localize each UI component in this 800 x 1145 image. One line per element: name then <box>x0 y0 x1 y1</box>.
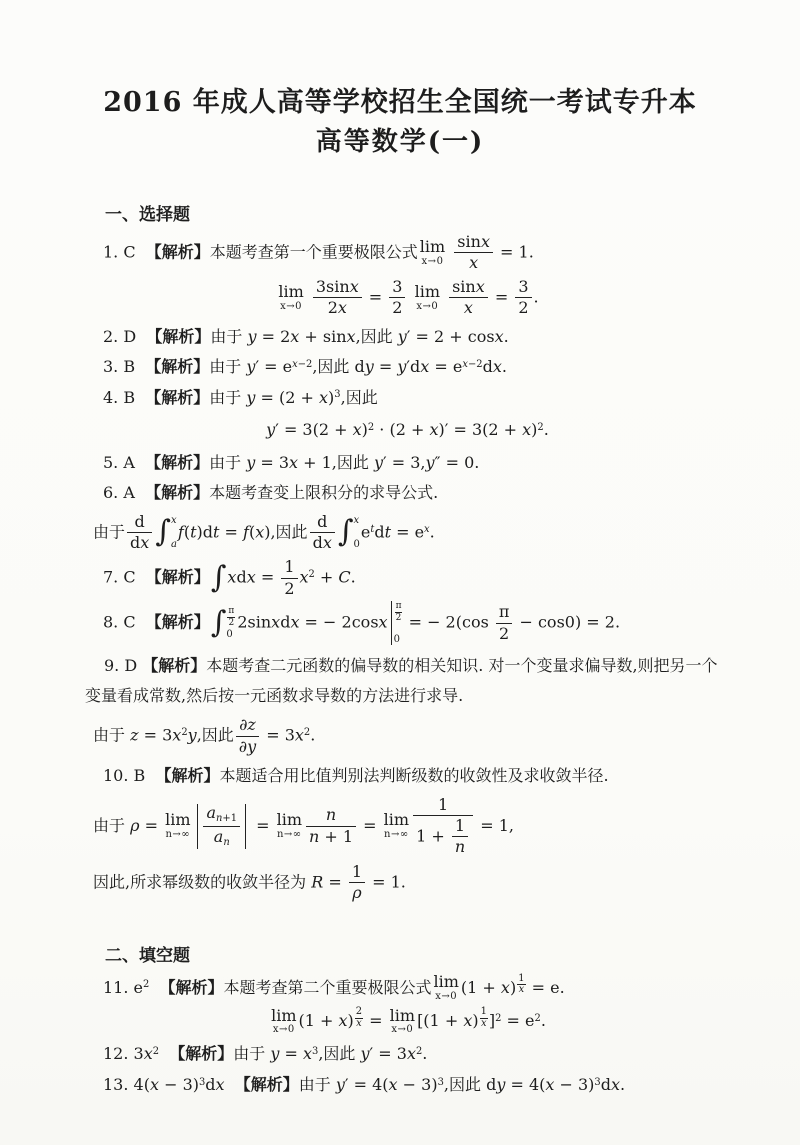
solution-line: 8. C 【解析】 ∫ $\frac{\pi}{2}$ 0 2sinxdx = − 2cosx $\frac{\pi}{2}$ 0 = − 2(cos $\frac{\pi}{2}$ − cos0) = 2. <box>103 601 621 646</box>
analysis-label: 【解析】 <box>159 977 224 997</box>
document-title-line2: 高等数学(一) <box>315 127 485 157</box>
integral-icon: ∫ <box>210 604 227 640</box>
analysis-label: 【解析】 <box>145 387 210 407</box>
limit-operator: lim n→∞ <box>276 810 303 841</box>
limit-operator: lim x→0 <box>433 972 459 1003</box>
analysis-label: 【解析】 <box>145 357 210 377</box>
fraction: $\frac{3}{2}$ <box>515 278 531 318</box>
limit-operator: lim x→0 <box>419 237 446 267</box>
superscript: 3 <box>594 1076 601 1088</box>
solution-line: 1. C 【解析】本题考查第一个重要极限公式 lim x→0 $\frac{\sin x}{x}$ = 1. <box>103 232 534 273</box>
fraction: $\frac{n}{n + 1}$ <box>306 806 356 846</box>
derivation-line: 由于 z = 3x2y,因此 $\frac{\partial z}{\partial y}$ = 3x2. <box>93 715 316 756</box>
limit-operator: lim n→∞ <box>383 810 410 841</box>
limit-operator: lim x→0 <box>271 1005 297 1036</box>
analysis-label: 【解析】 <box>145 242 210 262</box>
superscript: 3 <box>437 1076 444 1088</box>
fraction: $\frac{d}{dx}$ <box>127 513 152 553</box>
section-heading: 二、填空题 <box>105 945 190 966</box>
fraction: $\frac{1}{n}$ <box>452 817 468 857</box>
integral-icon: ∫ <box>337 514 354 550</box>
derivation-line: 由于 $\frac{d}{dx}$ ∫ x a f(t)dt = f(x),因此 $\frac{d}{dx}$ ∫ x 0 etdt = ex. <box>93 511 435 553</box>
analysis-label: 【解析】 <box>145 567 210 587</box>
evaluation-bar: $\frac{\pi}{2}$ 0 <box>391 601 404 645</box>
solution-line: 3. B 【解析】由于 y′ = ex−2,因此 dy = y′dx = ex−2dx. <box>103 357 507 377</box>
superscript: x−2 <box>292 358 313 370</box>
document-header <box>0 0 800 162</box>
superscript: 3 <box>334 389 341 401</box>
fraction: $\frac{1}{x}$ <box>480 1006 487 1029</box>
superscript: 2 <box>537 421 544 433</box>
limit-operator: lim x→0 <box>414 281 440 312</box>
analysis-label: 【解析】 <box>234 1074 299 1094</box>
document-title-line1: 2016 年成人高等学校招生全国统一考试专升本 <box>103 87 697 118</box>
fraction: $\frac{\pi}{2}$ <box>496 603 513 643</box>
fraction: $\frac{\sin x}{x}$ <box>454 233 493 273</box>
analysis-label: 【解析】 <box>145 483 210 503</box>
analysis-label: 【解析】 <box>145 612 210 632</box>
solution-line: 13. 4(x − 3)3dx 【解析】由于 y′ = 4(x − 3)3,因此 dy = 4(x − 3)3dx. <box>103 1074 626 1094</box>
limit-operator: lim x→0 <box>389 1005 416 1036</box>
centered-formula: lim x→0 (1 + x) $\frac{2}{x}$ = lim x→0 [(1 + x) $\frac{1}{x}$ ]2 = e2. <box>271 1005 546 1036</box>
superscript: x−2 <box>462 358 483 370</box>
limit-operator: lim x→0 <box>278 281 304 312</box>
integral: ∫ $\frac{\pi}{2}$ 0 <box>210 604 235 641</box>
fraction: $\frac{3}{2}$ <box>389 278 405 318</box>
superscript: 2 <box>415 1046 423 1058</box>
superscript <box>479 1007 489 1029</box>
solution-line: 12. 3x2 【解析】由于 y = x3,因此 y′ = 3x2. <box>103 1044 428 1064</box>
integral <box>210 560 227 596</box>
integral: ∫ x 0 <box>337 514 360 550</box>
section-heading: 一、选择题 <box>105 205 190 225</box>
fraction: $\frac{\pi}{2}$ <box>228 606 235 628</box>
superscript: 3 <box>312 1046 319 1058</box>
fraction: $\frac{\sin x}{x}$ <box>449 278 488 318</box>
analysis-label: 【解析】 <box>146 326 211 346</box>
centered-formula: y′ = 3(2 + x)2 · (2 + x)′ = 3(2 + x)2. <box>266 420 549 440</box>
superscript: 3 <box>198 1076 206 1088</box>
superscript: 2 <box>303 727 311 739</box>
fraction: 1 1 + $\frac{1}{n}$ <box>413 796 473 857</box>
fraction: $\frac{2}{x}$ <box>355 1006 363 1029</box>
superscript: x <box>424 523 430 535</box>
superscript: 2 <box>534 1012 541 1024</box>
solution-line: 6. A 【解析】本题考查变上限积分的求导公式. <box>103 483 439 503</box>
solution-line: 10. B 【解析】本题适合用比值判别法判断级数的收敛性及求收敛半径. <box>103 766 609 786</box>
superscript: 2 <box>181 727 188 739</box>
fraction: $\frac{d}{dx}$ <box>310 513 335 553</box>
superscript: 2 <box>152 1046 160 1058</box>
analysis-label: 【解析】 <box>142 656 207 676</box>
superscript <box>354 1007 364 1029</box>
analysis-label: 【解析】 <box>155 766 220 786</box>
superscript: 2 <box>367 421 375 433</box>
centered-formula: lim x→0 $\frac{3\sin x}{2x}$ = $\frac{3}{2}$ lim x→0 $\frac{\sin x}{x}$ = $\frac{3}{2}$ . <box>278 276 539 318</box>
solution-paragraph: 9. D 【解析】本题考查二元函数的偏导数的相关知识. 对一个变量求偏导数,则把另一个变量看成常数,然后按一元函数求导数的方法进行求导. <box>85 656 718 705</box>
solution-line: 2. D 【解析】由于 y = 2x + sinx,因此 y′ = 2 + cosx. <box>103 326 509 346</box>
superscript <box>516 974 526 996</box>
superscript: 2 <box>143 979 150 991</box>
integral: ∫ x a <box>155 514 177 550</box>
fraction: $\frac{\partial z}{\partial y}$ <box>236 716 259 756</box>
integral-icon: ∫ <box>155 514 171 550</box>
derivation-line: 由于 ρ = lim n→∞ $\frac{an+1}{an}$ = lim n→∞ $\frac{n}{n + 1}$ = lim n→∞ 1 1 + $\frac{1}{n}$ = 1, <box>93 794 514 857</box>
fraction: $\frac{1}{2}$ <box>281 558 297 598</box>
fraction: $\frac{\pi}{2}$ <box>395 601 402 623</box>
analysis-label: 【解析】 <box>169 1044 234 1064</box>
limit-operator: lim n→∞ <box>165 810 191 841</box>
subscript: n+1 <box>216 813 238 825</box>
fraction: $\frac{1}{x}$ <box>518 972 525 996</box>
fraction: $\frac{1}{\rho}$ <box>349 863 365 903</box>
fraction: $\frac{3\sin x}{2x}$ <box>313 278 362 318</box>
superscript: 2 <box>495 1012 502 1024</box>
solution-line: 7. C 【解析】 ∫ xdx = $\frac{1}{2}$ x2 + C. <box>103 557 356 598</box>
derivation-line: 因此,所求幂级数的收敛半径为 R = $\frac{1}{\rho}$ = 1. <box>93 861 406 903</box>
absolute-value <box>194 804 249 849</box>
solution-line: 11. e2 【解析】本题考查第二个重要极限公式 lim x→0 (1 + x) $\frac{1}{x}$ = e. <box>103 972 565 1003</box>
solution-line: 5. A 【解析】由于 y = 3x + 1,因此 y′ = 3,y″ = 0. <box>103 452 480 472</box>
solution-line: 4. B 【解析】由于 y = (2 + x)3,因此 <box>103 387 378 407</box>
document-body <box>0 200 800 1099</box>
superscript: t <box>370 523 375 535</box>
superscript: 2 <box>308 569 315 581</box>
analysis-label: 【解析】 <box>145 452 210 472</box>
fraction: $\frac{an+1}{an}$ <box>203 804 240 849</box>
integral-icon: ∫ <box>210 560 227 596</box>
subscript: n <box>223 837 230 849</box>
